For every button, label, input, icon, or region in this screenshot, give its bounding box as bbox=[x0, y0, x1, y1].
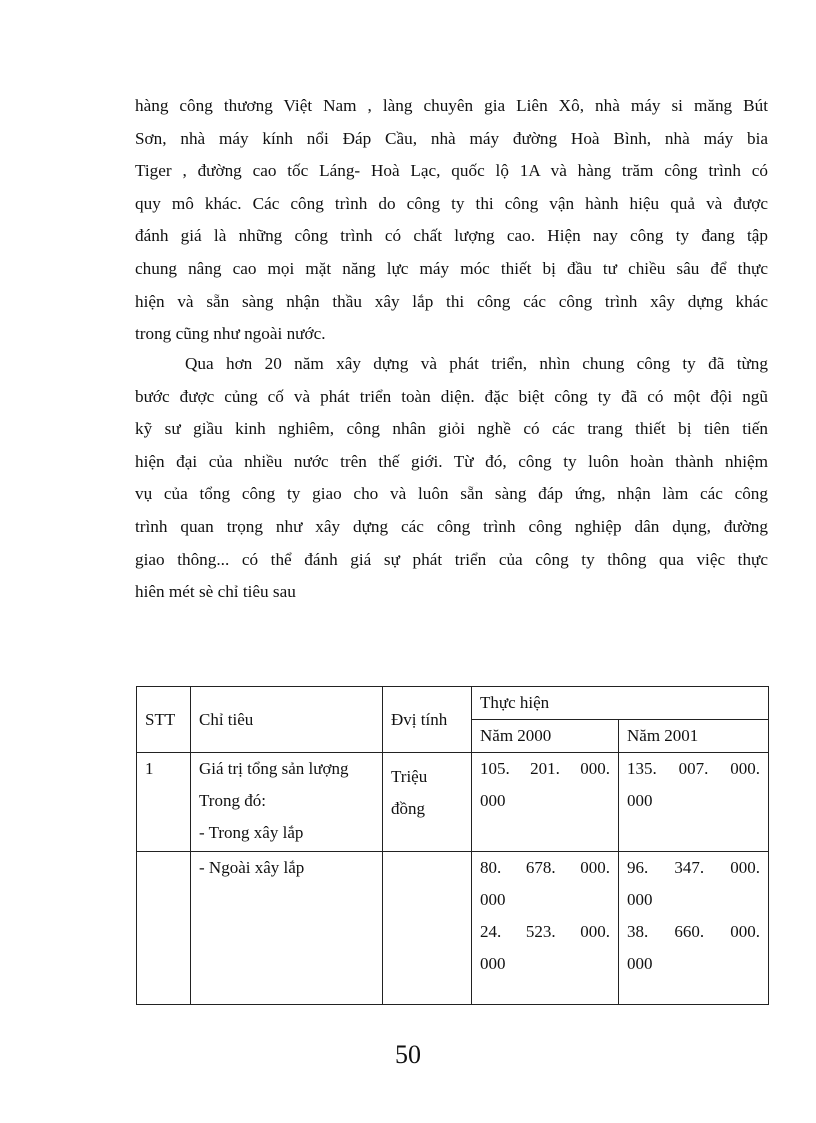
cell-unit bbox=[383, 753, 472, 852]
value-line: 000 bbox=[480, 791, 506, 810]
value-line: 24. 523. 000. bbox=[480, 922, 610, 941]
header-stt: STT bbox=[137, 687, 191, 753]
indicator-line: - Ngoài xây lắp bbox=[199, 858, 305, 877]
cell-stt bbox=[137, 852, 191, 1005]
indicator-line: Trong đó: bbox=[199, 791, 266, 810]
unit-line: đồng bbox=[391, 799, 425, 818]
value-line: 000 bbox=[627, 791, 653, 810]
value-line: 80. 678. 000. bbox=[480, 858, 610, 877]
table-row bbox=[137, 852, 769, 1005]
value-line: 135. 007. 000. bbox=[627, 759, 761, 778]
text-line: hiện và sẵn sàng nhận thầu xây lắp thi công các công trình xây dựng khác bbox=[135, 291, 768, 311]
page-number: 50 bbox=[395, 1040, 421, 1069]
value-line: 000 bbox=[480, 890, 506, 909]
table-header-row bbox=[137, 687, 769, 720]
text-line: quy mô khác. Các công trình do công ty thi công vận hành hiệu quả và được bbox=[135, 193, 768, 213]
cell-indicator bbox=[191, 852, 383, 1005]
header-year-2000: Năm 2000 bbox=[472, 720, 619, 753]
value-line: 000 bbox=[627, 890, 653, 909]
text-line: kỹ sư giầu kinh nghiêm, công nhân giỏi nghề có các trang thiết bị tiên tiến bbox=[135, 419, 768, 439]
text-line: trình quan trọng như xây dựng các công trình công nghiệp dân dụng, đường bbox=[135, 516, 768, 536]
text-line: vụ của tổng công ty giao cho và luôn sẵn sàng đáp ứng, nhận làm các công bbox=[135, 484, 768, 504]
text-line: hiện đại của nhiều nước trên thế giới. Từ đó, công ty luôn hoàn thành nhiệm bbox=[135, 451, 768, 471]
value-line: 96. 347. 000. bbox=[627, 858, 761, 877]
cell-year-2000 bbox=[472, 852, 619, 1005]
text-line: Tiger , đường cao tốc Láng- Hoà Lạc, quốc lộ 1A và hàng trăm công trình có bbox=[135, 161, 768, 181]
unit-line: Triệu bbox=[391, 767, 428, 786]
value-line: 000 bbox=[627, 954, 653, 973]
header-indicator: Chỉ tiêu bbox=[191, 687, 383, 753]
text-line: hiên mét sè chỉ tiêu sau bbox=[135, 582, 296, 602]
text-line: Qua hơn 20 năm xây dựng và phát triển, nhìn chung công ty đã từng bbox=[185, 354, 768, 373]
indicator-line: Giá trị tổng sản lượng bbox=[199, 759, 349, 778]
paragraph-1 bbox=[135, 90, 768, 351]
cell-stt: 1 bbox=[137, 753, 191, 852]
table-row bbox=[137, 753, 769, 852]
header-performed: Thực hiện bbox=[472, 687, 769, 720]
value-line: 38. 660. 000. bbox=[627, 922, 761, 941]
paragraph-2 bbox=[135, 348, 768, 609]
cell-year-2001 bbox=[619, 852, 769, 1005]
text-line: hàng công thương Việt Nam , làng chuyên gia Liên Xô, nhà máy si măng Bút bbox=[135, 96, 768, 115]
header-year-2001: Năm 2001 bbox=[619, 720, 769, 753]
text-line: giao thông... có thể đánh giá sự phát triển của công ty thông qua việc thực bbox=[135, 549, 768, 569]
text-line: chung nâng cao mọi mặt năng lực máy móc thiết bị đầu tư chiều sâu để thực bbox=[135, 258, 768, 278]
cell-year-2000 bbox=[472, 753, 619, 852]
header-unit: Đvị tính bbox=[383, 687, 472, 753]
cell-indicator bbox=[191, 753, 383, 852]
value-line: 000 bbox=[480, 954, 506, 973]
text-line: trong cũng như ngoài nước. bbox=[135, 324, 326, 344]
indicator-line: - Trong xây lắp bbox=[199, 823, 304, 842]
indicator-table bbox=[136, 686, 769, 1005]
text-line: đánh giá là những công trình có chất lượng cao. Hiện nay công ty đang tập bbox=[135, 226, 768, 246]
cell-year-2001 bbox=[619, 753, 769, 852]
value-line: 105. 201. 000. bbox=[480, 759, 610, 778]
cell-unit bbox=[383, 852, 472, 1005]
text-line: Sơn, nhà máy kính nổi Đáp Cầu, nhà máy đường Hoà Bình, nhà máy bia bbox=[135, 128, 768, 148]
text-line: bước được củng cố và phát triển toàn diện. đặc biệt công ty đã có một đội ngũ bbox=[135, 386, 768, 406]
